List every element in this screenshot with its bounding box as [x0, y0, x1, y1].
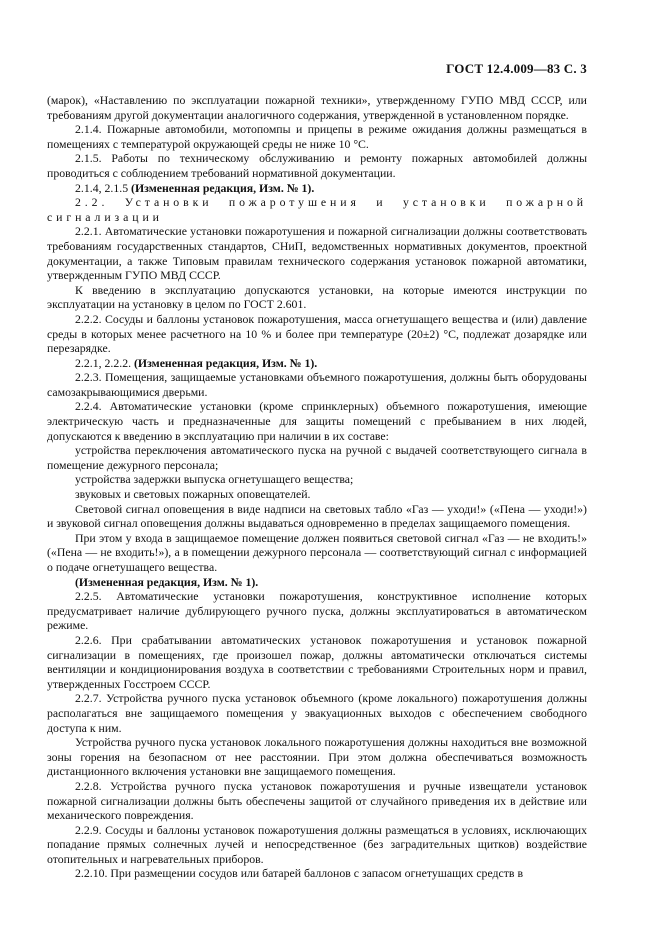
paragraph: 2.2.6. При срабатывании автоматических установок пожаротушения и установок пожарной сигнализации в помещениях, где произошел пожар, должны автоматически отключаться системы вентиляции и кондиционирования воздуха в соответствии с требованиями Строительных норм и правил, утвержденных Госстроем СССР.: [47, 632, 587, 691]
amendment-note: (Измененная редакция, Изм. № 1).: [133, 355, 318, 370]
paragraph: 2.2.4. Автоматические установки (кроме спринклерных) объемного пожаротушения, имеющие электрическую часть и предназначенные для защиты помещений с пребыванием в них людей, допускаются к введению в эксплуатацию при наличии в их составе:: [47, 399, 587, 443]
amendment-note: (Измененная редакция, Изм. № 1).: [131, 180, 315, 195]
paragraph: 2.2.7. Устройства ручного пуска установок объемного (кроме локального) пожаротушения должны располагаться вне защищаемого помещения у эвакуационных выходов с обеспечением свободного доступа к ним.: [47, 691, 587, 735]
paragraph: 2.2.5. Автоматические установки пожаротушения, конструктивное исполнение которых предусматривает наличие дублирующего ручного пуска, должны эксплуатироваться в автоматическом режиме.: [47, 589, 587, 633]
paragraph: 2.2.1. Автоматические установки пожаротушения и пожарной сигнализации должны соответствовать требованиям государственных стандартов, СНиП, ведомственных нормативных документов, проектной документации, а также Типовым правилам технического содержания установок пожарной автоматики, утвержденным ГУПО МВД СССР.: [47, 224, 587, 283]
paragraph: Устройства ручного пуска установок локального пожаротушения должны находиться вне возможной зоны горения на безопасном от нее расстоянии. При этом должна обеспечиваться возможность дистанционного включения установки вне защищаемого помещения.: [47, 735, 587, 779]
paragraph-text: 2.1.4, 2.1.5: [75, 180, 132, 195]
amendment-note: (Измененная редакция, Изм. № 1).: [75, 574, 259, 589]
paragraph: К введению в эксплуатацию допускаются установки, на которые имеются инструкции по эксплуатации на установку в целом по ГОСТ 2.601.: [47, 282, 587, 312]
paragraph: устройства переключения автоматического пуска на ручной с выдачей соответствующего сигнала в помещение дежурного персонала;: [47, 443, 587, 472]
paragraph: (марок), «Наставлению по эксплуатации пожарной техники», утвержденному ГУПО МВД СССР, или требованиям другой документации аналогичного содержания, утвержденной в установленном порядке.: [47, 93, 587, 122]
section-heading: 2.2. Установки пожаротушения и установки пожарной сигнализации: [47, 195, 587, 224]
paragraph: [47, 181, 587, 196]
paragraph: 2.2.3. Помещения, защищаемые установками объемного пожаротушения, должны быть оборудованы самозакрывающимися дверьми.: [47, 370, 587, 399]
paragraph: [47, 356, 587, 371]
page-header: ГОСТ 12.4.009—83 С. 3: [446, 61, 587, 76]
paragraph: 2.2.2. Сосуды и баллоны установок пожаротушения, масса огнетушащего вещества и (или) давление среды в которых менее расчетного на 10 % и более при температуре (20±2) °С, подлежат дозарядке или перезарядке.: [47, 311, 587, 356]
paragraph: звуковых и световых пожарных оповещателей.: [75, 487, 311, 502]
document-body: [47, 93, 587, 881]
paragraph: устройства задержки выпуска огнетушащего вещества;: [75, 472, 354, 487]
paragraph: 2.1.5. Работы по техническому обслуживанию и ремонту пожарных автомобилей должны проводиться с соблюдением требований нормативной документации.: [47, 151, 587, 180]
paragraph: 2.1.4. Пожарные автомобили, мотопомпы и прицепы в режиме ожидания должны размещаться в помещениях с температурой окружающей среды не ниже 10 °С.: [47, 122, 587, 151]
paragraph: 2.2.9. Сосуды и баллоны установок пожаротушения должны размещаться в условиях, исключающих попадание прямых солнечных лучей и непосредственное (без заградительных щитков) воздействие отопительных и нагревательных приборов.: [47, 822, 587, 866]
paragraph: 2.2.8. Устройства ручного пуска установок пожаротушения и ручные извещатели установок пожарной сигнализации должны быть обеспечены защитой от случайного приведения их в действие или механического повреждения.: [47, 778, 587, 823]
paragraph-text: 2.2.1, 2.2.2.: [75, 355, 134, 370]
paragraph: 2.2.10. При размещении сосудов или батарей баллонов с запасом огнетушащих средств в: [75, 866, 524, 881]
paragraph: Световой сигнал оповещения в виде надписи на световых табло «Газ — уходи!» («Пена — уходи!») и звуковой сигнал оповещения должны выдаваться одновременно в пределах защищаемого помещения.: [47, 501, 587, 531]
paragraph: При этом у входа в защищаемое помещение должен появиться световой сигнал «Газ — не входить!» («Пена — не входить!»), а в помещении дежурного персонала — соответствующий сигнал с информацией о подаче огнетушащего вещества.: [47, 530, 587, 574]
